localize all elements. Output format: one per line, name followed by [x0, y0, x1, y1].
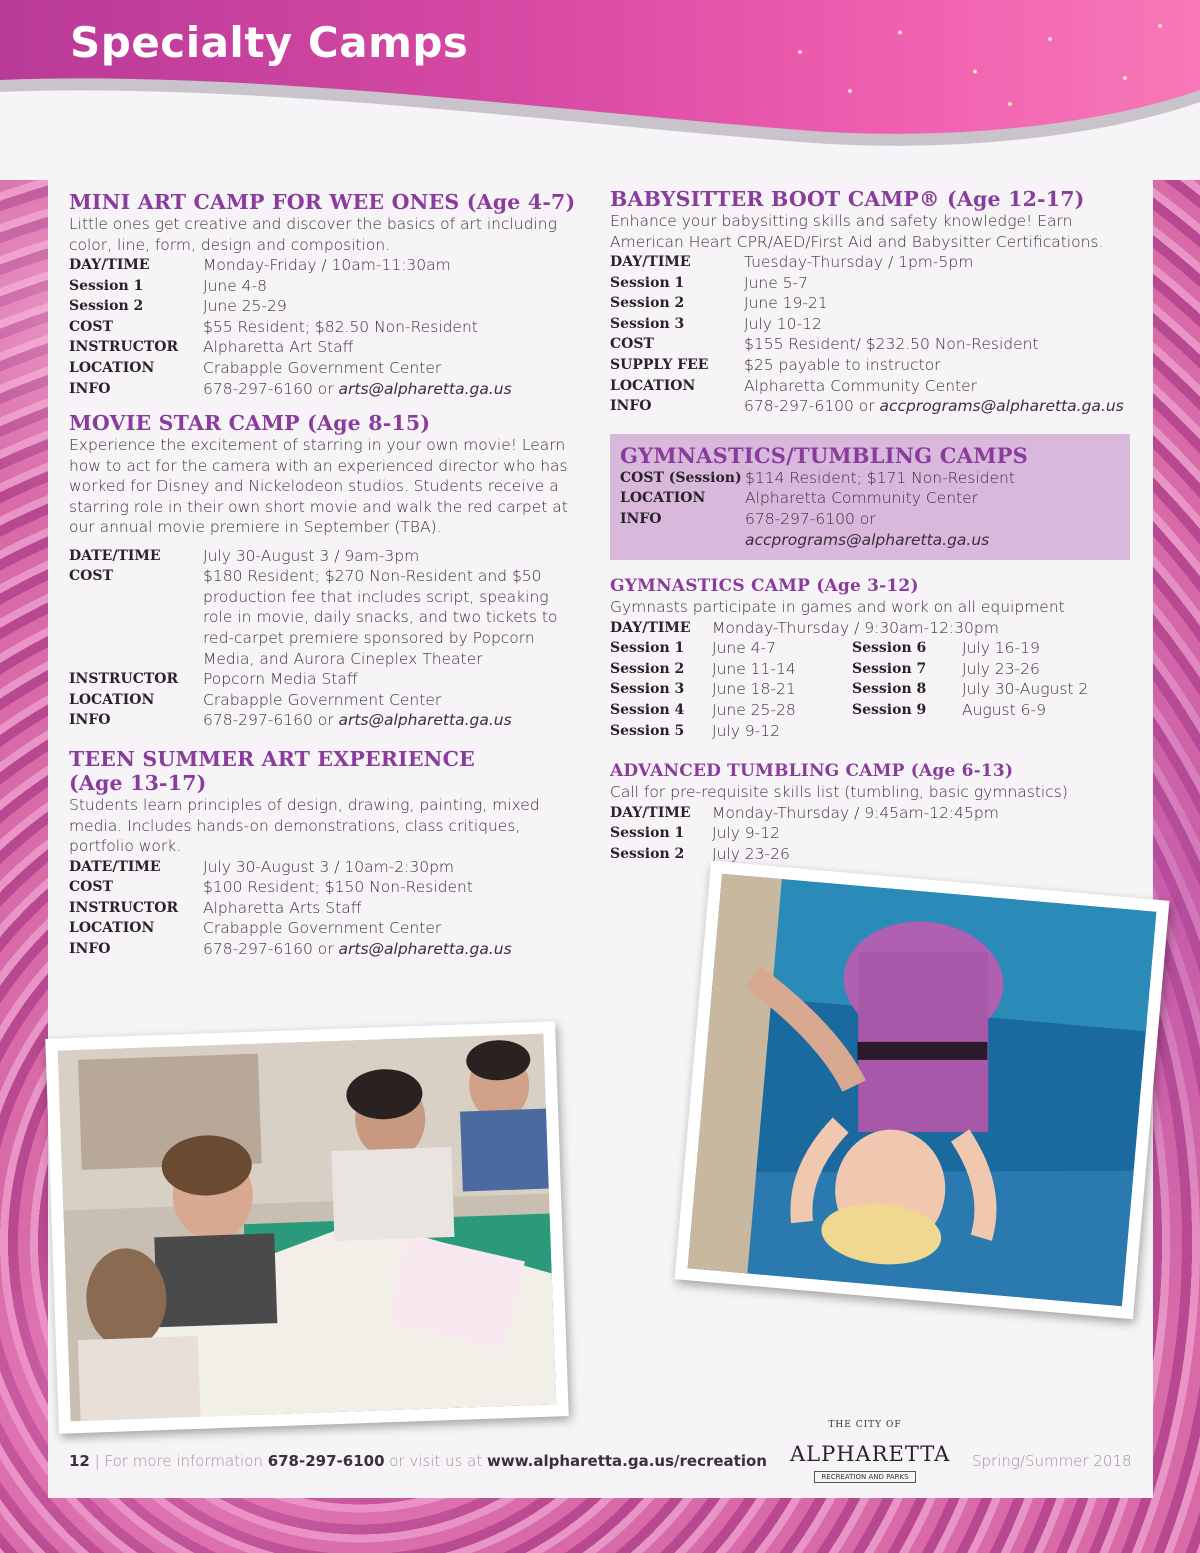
session-date: July 16-19 — [962, 639, 1040, 658]
detail-value: Monday-Thursday / 9:30am-12:30pm — [712, 618, 999, 637]
detail-row — [69, 337, 589, 358]
left-column — [69, 190, 589, 959]
detail-row — [620, 488, 1118, 509]
detail-label: DAY/TIME — [610, 804, 691, 821]
detail-value: $155 Resident/ $232.50 Non-Resident — [744, 335, 1039, 354]
detail-value: Alpharetta Arts Staff — [203, 898, 362, 917]
art-class-photo — [45, 1021, 568, 1434]
section-description: Call for pre-requisite skills list (tumbling, basic gymnastics) — [610, 783, 1068, 802]
session-row — [610, 638, 1140, 659]
section-title: TEEN SUMMER ART EXPERIENCE (Age 13-17) — [69, 747, 475, 795]
mini-art-section — [69, 190, 589, 399]
detail-label: COST — [610, 336, 654, 353]
session-label: Session 2 — [610, 845, 685, 862]
detail-label: SUPPLY FEE — [610, 356, 709, 373]
detail-value: June 5-7 — [744, 273, 808, 292]
detail-value: $180 Resident; $270 Non-Resident and $50 production fee that includes script, speaking role in movie, daily snacks, and two tickets to red-carpet premiere sponsored by Popcorn Media, and Aurora Cineplex Theater — [203, 567, 558, 668]
detail-row — [69, 877, 589, 898]
section-title: GYMNASTICS/TUMBLING CAMPS — [620, 442, 1028, 468]
info-row — [620, 509, 1118, 550]
session-date: July 30-August 2 — [962, 680, 1089, 699]
detail-label: INFO — [69, 712, 111, 729]
advanced-tumbling-section — [610, 761, 1140, 864]
detail-value: Monday-Friday / 10am-11:30am — [203, 256, 451, 274]
alpharetta-logo — [790, 1420, 951, 1500]
session-date: July 23-26 — [962, 659, 1040, 678]
detail-label: Session 1 — [69, 277, 144, 294]
gymnast-photo — [675, 861, 1170, 1319]
section-title: ADVANCED TUMBLING CAMP (Age 6-13) — [610, 761, 1014, 782]
session-date: July 9-12 — [712, 721, 780, 740]
gymnastics-camp-section — [610, 576, 1140, 741]
detail-value: Popcorn Media Staff — [203, 670, 358, 689]
session-date: July 9-12 — [712, 824, 780, 843]
detail-row — [69, 358, 589, 379]
info-phone: 678-297-6100 or — [744, 397, 880, 416]
detail-row — [69, 918, 589, 939]
detail-label: DATE/TIME — [69, 858, 161, 875]
session-row — [610, 823, 1140, 844]
section-description: Gymnasts participate in games and work on all equipment — [610, 598, 1065, 617]
footer-url-link[interactable]: www.alpharetta.ga.us/recreation — [487, 1452, 767, 1470]
detail-row — [610, 273, 1140, 294]
detail-label: COST — [69, 318, 113, 335]
season-label: Spring/Summer 2018 — [972, 1452, 1132, 1470]
detail-row — [69, 898, 589, 919]
email-link[interactable]: accprograms@alpharetta.ga.us — [879, 397, 1124, 416]
session-label: Session 8 — [852, 681, 927, 698]
session-label: Session 5 — [610, 722, 685, 739]
detail-row — [610, 803, 1140, 824]
session-date: August 6-9 — [962, 701, 1046, 719]
detail-row — [69, 317, 589, 338]
gymnastics-info-box — [610, 434, 1130, 560]
detail-value: $25 payable to instructor — [744, 355, 941, 374]
detail-label: DAY/TIME — [610, 254, 691, 270]
detail-value: June 4-8 — [203, 276, 267, 295]
detail-label: DAY/TIME — [69, 257, 150, 273]
footer-separator: | — [94, 1452, 100, 1470]
detail-label: INFO — [69, 940, 111, 957]
email-link[interactable]: arts@alpharetta.ga.us — [338, 939, 512, 958]
section-description: Experience the excitement of starring in your own movie! Learn how to act for the camera with an experienced director who has worked for Disney and Nickelodeon studios. Students receive a starring role in their own short movie and walk the red carpet at our annual movie premiere in September (TBA). — [69, 436, 568, 537]
detail-label: INFO — [69, 380, 111, 397]
section-title: MOVIE STAR CAMP (Age 8-15) — [69, 411, 431, 436]
detail-row — [610, 334, 1140, 355]
detail-row — [69, 669, 589, 690]
right-column — [610, 187, 1140, 864]
footer-more-info: For more information — [104, 1452, 263, 1470]
detail-row — [69, 857, 589, 878]
info-row — [69, 379, 589, 400]
page-title: Specialty Camps — [70, 18, 469, 67]
session-label: Session 1 — [610, 640, 685, 657]
detail-label: LOCATION — [69, 359, 155, 376]
detail-label: LOCATION — [620, 490, 706, 507]
section-title: MINI ART CAMP FOR WEE ONES (Age 4-7) — [69, 190, 576, 214]
info-row — [610, 396, 1140, 417]
detail-label: Session 3 — [610, 315, 685, 332]
detail-label: COST — [69, 879, 113, 896]
detail-row — [610, 618, 1140, 639]
section-description: Students learn principles of design, drawing, painting, mixed media. Includes hands-on demonstrations, class critiques, portfolio work. — [69, 796, 540, 855]
info-phone: 678-297-6160 or — [203, 939, 339, 958]
session-row — [610, 721, 1140, 742]
footer-visit: or visit us at — [389, 1452, 483, 1470]
section-title: BABYSITTER BOOT CAMP® (Age 12-17) — [610, 187, 1085, 211]
info-phone: 678-297-6160 or — [203, 711, 339, 730]
detail-value: June 19-21 — [744, 294, 828, 313]
detail-label: COST — [69, 568, 113, 585]
detail-value: June 25-29 — [203, 297, 287, 316]
info-row — [69, 710, 589, 731]
babysitter-section — [610, 187, 1140, 417]
detail-value: July 10-12 — [744, 314, 822, 333]
session-row — [610, 659, 1140, 680]
detail-row — [69, 296, 589, 317]
page-number: 12 — [69, 1452, 90, 1470]
detail-label: INSTRUCTOR — [69, 899, 179, 916]
detail-value: Alpharetta Community Center — [745, 489, 979, 508]
session-label: Session 7 — [852, 660, 927, 677]
info-phone: 678-297-6100 or — [745, 509, 876, 528]
detail-value: July 30-August 3 / 9am-3pm — [203, 546, 420, 565]
detail-row — [69, 276, 589, 297]
detail-row — [69, 255, 589, 276]
section-title: GYMNASTICS CAMP (Age 3-12) — [610, 576, 919, 597]
detail-value: Alpharetta Community Center — [744, 376, 978, 395]
detail-value: July 30-August 3 / 10am-2:30pm — [203, 857, 455, 876]
detail-value: Crabapple Government Center — [203, 358, 442, 377]
detail-value: Crabapple Government Center — [203, 919, 442, 938]
session-date: June 11-14 — [712, 659, 796, 678]
detail-value: Alpharetta Art Staff — [203, 338, 354, 357]
detail-row — [610, 314, 1140, 335]
detail-value: $100 Resident; $150 Non-Resident — [203, 878, 473, 897]
session-date: June 18-21 — [712, 680, 796, 699]
info-row — [69, 939, 589, 960]
session-label: Session 4 — [610, 702, 685, 718]
session-label: Session 9 — [852, 702, 927, 718]
detail-label: INSTRUCTOR — [69, 339, 179, 356]
detail-label: LOCATION — [69, 920, 155, 937]
detail-label: COST (Session) — [620, 469, 742, 486]
detail-label: INSTRUCTOR — [69, 671, 179, 688]
detail-label: LOCATION — [610, 377, 696, 394]
email-link[interactable]: arts@alpharetta.ga.us — [338, 379, 512, 398]
detail-row — [610, 252, 1140, 273]
teen-art-section — [69, 747, 589, 959]
session-label: Session 3 — [610, 681, 685, 698]
section-description: Little ones get creative and discover the basics of art including color, line, form, design and composition. — [69, 215, 557, 254]
detail-row — [620, 468, 1118, 489]
detail-value: $55 Resident; $82.50 Non-Resident — [203, 317, 478, 336]
session-row — [610, 700, 1140, 721]
session-row — [610, 844, 1140, 865]
detail-row — [69, 566, 589, 669]
session-label: Session 6 — [852, 640, 927, 657]
detail-label: Session 2 — [69, 298, 144, 315]
detail-value: Monday-Thursday / 9:45am-12:45pm — [712, 803, 999, 822]
detail-label: INFO — [620, 510, 662, 527]
detail-value: $114 Resident; $171 Non-Resident — [745, 468, 1015, 487]
logo-subtitle: RECREATION AND PARKS — [814, 1471, 915, 1483]
session-label: Session 1 — [610, 825, 685, 842]
email-link[interactable]: arts@alpharetta.ga.us — [338, 711, 512, 730]
detail-label: INFO — [610, 398, 652, 415]
detail-label: Session 2 — [610, 295, 685, 312]
detail-row — [610, 376, 1140, 397]
detail-label: DATE/TIME — [69, 547, 161, 564]
logo-city-text: THE CITY OF — [828, 1420, 902, 1430]
detail-value: Crabapple Government Center — [203, 690, 442, 709]
detail-row — [69, 690, 589, 711]
detail-row — [610, 355, 1140, 376]
session-date: June 25-28 — [712, 701, 796, 719]
email-link[interactable]: accprograms@alpharetta.ga.us — [745, 530, 990, 549]
session-date: July 23-26 — [712, 844, 790, 863]
session-date: June 4-7 — [712, 639, 776, 658]
detail-value: Tuesday-Thursday / 1pm-5pm — [744, 253, 974, 271]
detail-row — [610, 293, 1140, 314]
info-phone: 678-297-6160 or — [203, 379, 339, 398]
movie-star-section — [69, 411, 589, 731]
detail-row — [69, 546, 589, 567]
detail-label: Session 1 — [610, 274, 685, 291]
session-label: Session 2 — [610, 660, 685, 677]
section-description: Enhance your babysitting skills and safety knowledge! Earn American Heart CPR/AED/First Aid and Babysitter Certifications. — [610, 212, 1104, 251]
detail-label: LOCATION — [69, 691, 155, 708]
detail-label: DAY/TIME — [610, 619, 691, 636]
session-row — [610, 679, 1140, 700]
logo-name: ALPHARETTA — [790, 1442, 951, 1466]
footer-phone[interactable]: 678-297-6100 — [267, 1452, 385, 1470]
